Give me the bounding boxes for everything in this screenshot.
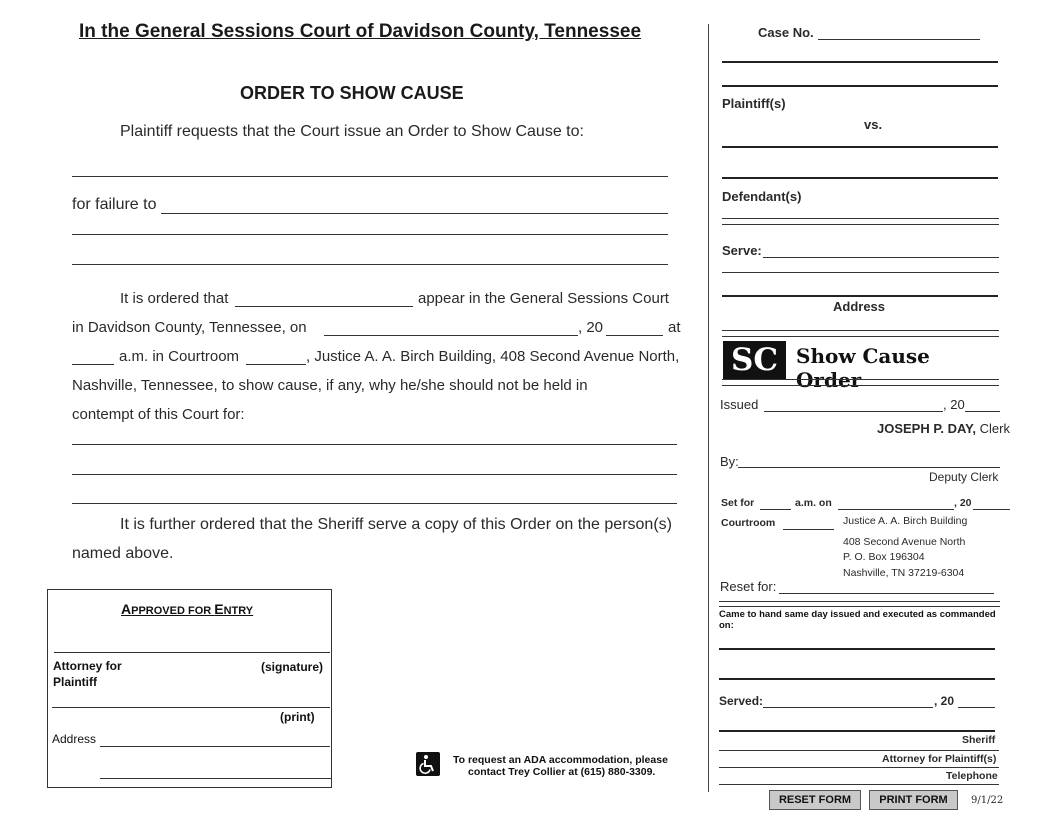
contempt-reason-line-1[interactable] (72, 428, 677, 445)
order-title: ORDER TO SHOW CAUSE (240, 83, 464, 103)
order-p2-part2: , 20 (578, 319, 604, 336)
order-p1-part2: appear in the General Sessions Court (418, 290, 669, 307)
approved-for-entry-box (47, 589, 332, 788)
clerk-line: JOSEPH P. DAY, Clerk (877, 421, 1010, 436)
appear-year-field[interactable] (606, 320, 663, 336)
courtroom-field[interactable] (246, 349, 306, 365)
served-date-field[interactable] (763, 694, 933, 708)
sc-title: Show Cause Order (796, 344, 930, 392)
respondent-name-field[interactable] (72, 160, 668, 177)
attorney-label-1: Attorney for (53, 659, 122, 673)
case-no-label: Case No. (758, 25, 814, 40)
attorney-label-2: Plaintiff (53, 675, 97, 689)
defendant-line-1[interactable] (722, 131, 998, 148)
rule-5 (722, 379, 999, 380)
by-label: By: (720, 454, 739, 469)
defendant-line-2[interactable] (722, 162, 998, 179)
column-divider (708, 24, 709, 792)
telephone-field[interactable] (719, 754, 999, 768)
attorney-address-line-2[interactable] (100, 764, 331, 779)
executed-line-1[interactable] (719, 633, 995, 650)
serve-line-2[interactable] (722, 258, 999, 273)
sheriff-signature-field[interactable] (719, 716, 995, 732)
wheelchair-icon (416, 752, 440, 776)
building-line-3: P. O. Box 196304 (843, 551, 925, 563)
rule-4 (722, 336, 999, 337)
executed-line-2[interactable] (719, 663, 995, 680)
rule-1 (722, 218, 999, 219)
serve-address-field[interactable] (722, 281, 998, 297)
print-label: (print) (280, 710, 315, 724)
served-year-label: , 20 (934, 694, 955, 708)
order-p3-part1: a.m. in Courtroom (119, 348, 240, 365)
serve-field[interactable] (763, 243, 999, 258)
attorney-print-field[interactable] (52, 693, 330, 708)
failure-to-field[interactable] (161, 197, 668, 214)
order-p4: Nashville, Tennessee, to show cause, if any, why he/she should not be held in (72, 377, 588, 394)
order-p1-part1: It is ordered that (120, 290, 229, 307)
attorney-plaintiffs-label: Attorney for Plaintiff(s) (882, 753, 997, 765)
telephone-label: Telephone (946, 770, 998, 782)
set-for-year-field[interactable] (973, 497, 1010, 510)
serve-address-label: Address (833, 299, 886, 314)
set-for-label: Set for (721, 497, 755, 509)
issued-date-field[interactable] (764, 397, 943, 412)
failure-to-line-2[interactable] (72, 218, 668, 235)
deputy-clerk-label: Deputy Clerk (929, 470, 999, 484)
signature-label: (signature) (261, 660, 324, 674)
contempt-reason-line-2[interactable] (72, 458, 677, 475)
came-to-hand-text: Came to hand same day issued and executed as commanded on: (719, 609, 996, 631)
appear-date-field[interactable] (324, 320, 578, 336)
set-for-am-label: a.m. on (795, 497, 832, 509)
attorney-address-field[interactable] (100, 732, 330, 747)
order-p5: contempt of this Court for: (72, 406, 245, 423)
sidebar-courtroom-field[interactable] (783, 517, 834, 530)
set-for-date-field[interactable] (838, 497, 954, 510)
address-label: Address (52, 732, 97, 746)
defendants-label: Defendant(s) (722, 189, 802, 204)
attorney-plaintiffs-field[interactable] (719, 737, 999, 751)
further-line-2: named above. (72, 545, 174, 562)
appear-person-field[interactable] (235, 291, 413, 307)
plaintiffs-label: Plaintiff(s) (722, 96, 786, 111)
plaintiff-line-2[interactable] (722, 70, 998, 87)
reset-for-field[interactable] (779, 579, 994, 594)
rule-7 (719, 601, 1000, 602)
set-for-year-label: , 20 (954, 497, 972, 509)
order-p2-part1: in Davidson County, Tennessee, on (72, 319, 307, 336)
served-label: Served: (719, 694, 764, 708)
rule-2 (722, 224, 999, 225)
ada-line-2: contact Trey Collier at (615) 880-3309. (468, 766, 656, 778)
appear-time-field[interactable] (72, 349, 114, 365)
serve-label: Serve: (722, 243, 762, 258)
rule-3 (722, 330, 999, 331)
plaintiff-line-1[interactable] (722, 46, 998, 63)
further-line-1: It is further ordered that the Sheriff serve a copy of this Order on the person(s) (120, 516, 672, 533)
failure-to-line-3[interactable] (72, 248, 668, 265)
rule-8 (719, 606, 1000, 607)
order-p3-part2: , Justice A. A. Birch Building, 408 Second Avenue North, (306, 348, 680, 365)
contempt-reason-line-3[interactable] (72, 487, 677, 504)
issued-label: Issued (720, 397, 759, 412)
rule-6 (722, 385, 999, 386)
building-line-4: Nashville, TN 37219-6304 (843, 567, 965, 579)
set-for-time-field[interactable] (760, 497, 791, 510)
approved-title: APPROVED FOR ENTRY (121, 601, 254, 617)
by-field[interactable] (738, 453, 1000, 468)
failure-label: for failure to (72, 196, 157, 213)
attorney-signature-field[interactable] (54, 638, 330, 653)
request-line: Plaintiff requests that the Court issue an Order to Show Cause to: (120, 123, 584, 140)
ada-line-1: To request an ADA accommodation, please (453, 754, 668, 766)
show-cause-order-banner (723, 341, 1000, 392)
print-form-button[interactable]: PRINT FORM (869, 790, 958, 810)
order-p2-part3: at (668, 319, 681, 336)
case-no-field[interactable] (818, 25, 980, 40)
vs-label: vs. (864, 117, 883, 132)
issued-year-label: , 20 (943, 397, 965, 412)
reset-form-button[interactable]: RESET FORM (769, 790, 861, 810)
sheriff-label: Sheriff (962, 734, 996, 746)
building-line-2: 408 Second Avenue North (843, 536, 966, 548)
rule-9 (719, 784, 999, 785)
served-year-field[interactable] (958, 694, 995, 708)
sc-logo: SC (723, 341, 786, 379)
reset-for-label: Reset for: (720, 579, 777, 594)
issued-year-field[interactable] (965, 397, 1000, 412)
form-version: 9/1/22 (971, 795, 1004, 806)
court-title: In the General Sessions Court of Davidson County, Tennessee (79, 21, 642, 42)
building-line-1: Justice A. A. Birch Building (843, 515, 968, 527)
courtroom-label: Courtroom (721, 517, 776, 529)
